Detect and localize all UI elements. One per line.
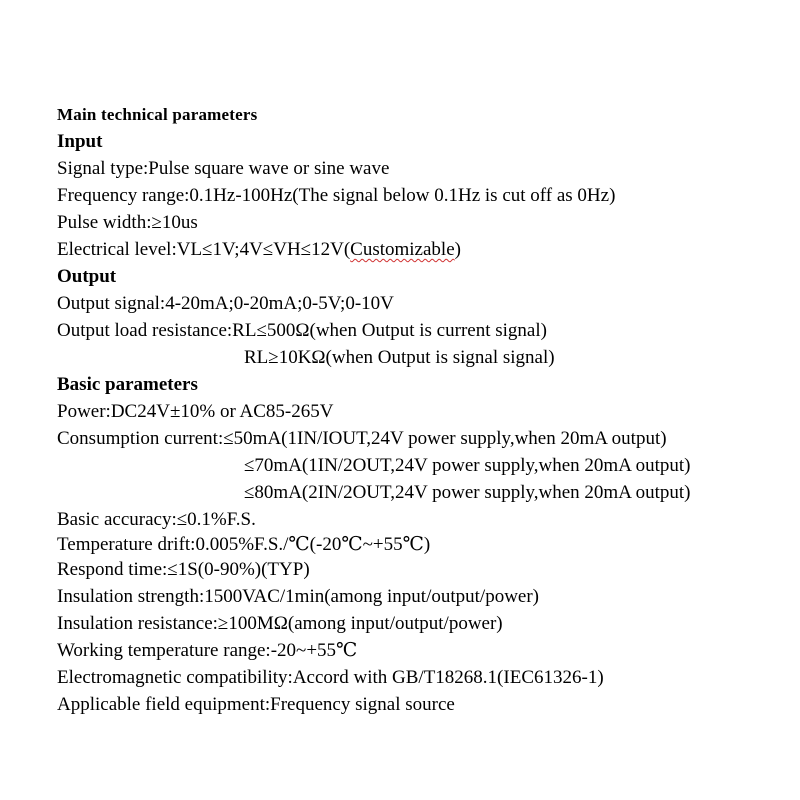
output-heading: Output [57,266,117,287]
frequency-range-line: Frequency range:0.1Hz-100Hz(The signal below 0.1Hz is cut off as 0Hz) [57,185,616,206]
working-temperature-line: Working temperature range:-20~+55℃ [57,640,358,661]
respond-time-line: Respond time:≤1S(0-90%)(TYP) [57,559,310,580]
document-title: Main technical parameters [57,105,258,124]
output-signal-line: Output signal:4-20mA;0-20mA;0-5V;0-10V [57,293,394,314]
electrical-level-text: Electrical level:VL≤1V;4V≤VH≤12V( [57,239,351,260]
insulation-strength-line: Insulation strength:1500VAC/1min(among input/output/power) [57,586,540,607]
signal-type-line: Signal type:Pulse square wave or sine wave [57,158,390,179]
input-heading: Input [57,131,103,152]
customizable-mark: Customizable [350,239,455,260]
consumption-current-line-3: ≤80mA(2IN/2OUT,24V power supply,when 20mA output) [244,482,691,503]
pulse-width-line: Pulse width:≥10us [57,212,198,233]
temperature-drift-line: Temperature drift:0.005%F.S./℃(-20℃~+55℃) [57,534,431,555]
load-resistance-line-2: RL≥10KΩ(when Output is signal signal) [244,347,555,368]
insulation-resistance-line: Insulation resistance:≥100MΩ(among input/output/power) [57,613,503,634]
basic-accuracy-line: Basic accuracy:≤0.1%F.S. [57,509,256,530]
electrical-level-line [57,236,787,263]
spec-document [57,101,787,718]
consumption-current-line-2: ≤70mA(1IN/2OUT,24V power supply,when 20mA output) [244,455,691,476]
consumption-current-line: Consumption current:≤50mA(1IN/IOUT,24V power supply,when 20mA output) [57,428,667,449]
load-resistance-line: Output load resistance:RL≤500Ω(when Output is current signal) [57,320,547,341]
electrical-level-end: ) [454,239,461,260]
power-line: Power:DC24V±10% or AC85-265V [57,401,334,422]
basic-parameters-heading: Basic parameters [57,374,198,395]
emc-line: Electromagnetic compatibility:Accord with GB/T18268.1(IEC61326-1) [57,667,604,688]
field-equipment-line: Applicable field equipment:Frequency signal source [57,694,455,715]
